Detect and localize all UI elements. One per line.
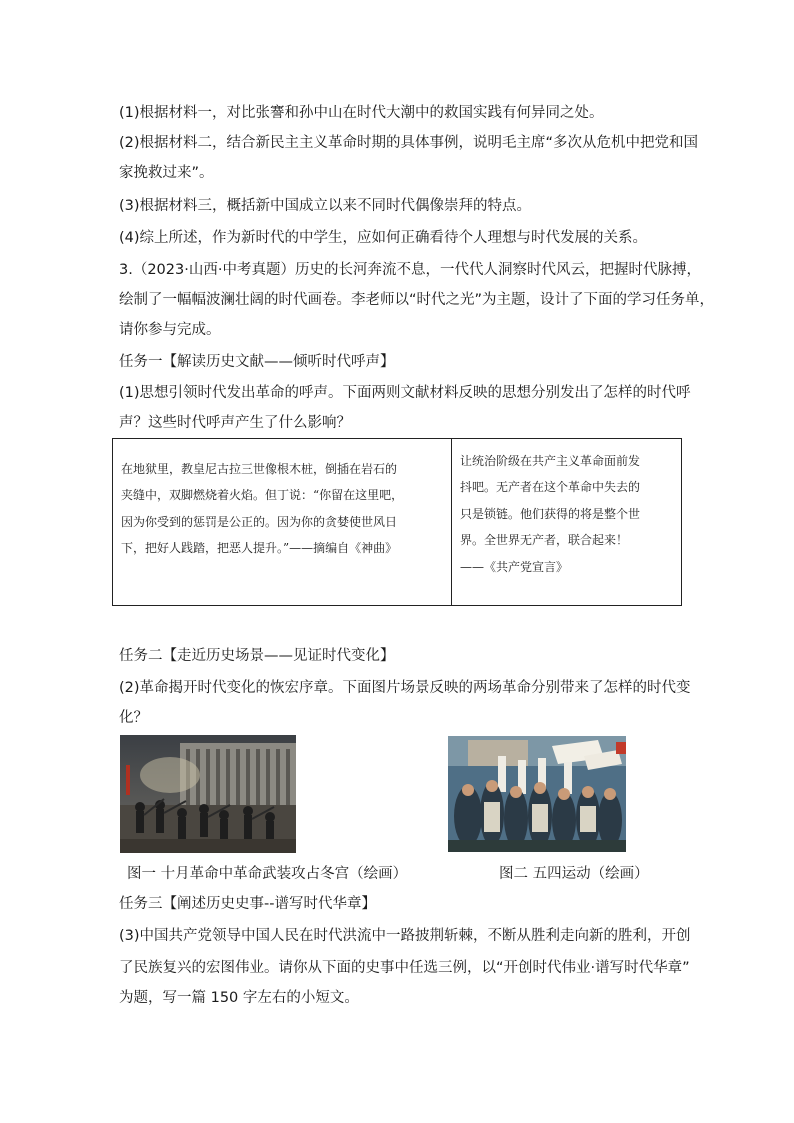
question-2-line-2: 家挽救过来”。 [119,165,214,181]
quote-line: 让统治阶级在共产主义革命面前发 [460,454,641,468]
question-2-line-1: (2)根据材料二，结合新民主主义革命时期的具体事例，说明毛主席“多次从危机中把党和国 [119,135,699,151]
quote-line: 抖吧。无产者在这个革命中失去的 [460,480,641,494]
task-3-question-line-3: 为题，写一篇 150 字左右的小短文。 [119,990,359,1006]
divine-comedy-cell [113,439,452,605]
quote-source: ——《共产党宣言》 [460,560,569,574]
task-1-heading: 任务一【解读历史文献——倾听时代呼声】 [119,354,395,370]
communist-manifesto-cell [452,439,681,605]
task-1-question-line-1: (1)思想引领时代发出革命的呼声。下面两则文献材料反映的思想分别发出了怎样的时代呼 [119,385,691,401]
task-3-question-line-2: 了民族复兴的宏图伟业。请你从下面的史事中任选三例，以“开创时代伟业·谱写时代华章” [119,960,690,976]
figure-2-caption: 图二 五四运动（绘画） [499,866,649,882]
problem-3-line-2: 绘制了一幅幅波澜壮阔的时代画卷。李老师以“时代之光”为主题，设计了下面的学习任务单， [119,292,715,308]
quote-line: 只是锁链。他们获得的将是整个世 [460,507,641,521]
document-table [112,438,682,606]
question-3: (3)根据材料三，概括新中国成立以来不同时代偶像崇拜的特点。 [119,198,532,214]
may-fourth-painting [448,736,626,852]
task-2-question-line-1: (2)革命揭开时代变化的恢宏序章。下面图片场景反映的两场革命分别带来了怎样的时代变 [119,680,691,696]
figure-1-caption: 图一 十月革命中革命武装攻占冬宫（绘画） [127,866,408,882]
problem-3-line-1: 3.（2023·山西·中考真题）历史的长河奔流不息，一代代人洞察时代风云，把握时代脉搏， [119,262,701,278]
task-1-question-line-2: 声？这些时代呼声产生了什么影响？ [119,415,351,431]
quote-line: 在地狱里，教皇尼古拉三世像根木桩，倒插在岩石的 [121,462,398,476]
quote-line: 因为你受到的惩罚是公正的。因为你的贪婪使世风日 [121,515,398,529]
problem-3-line-3: 请你参与完成。 [119,322,221,338]
question-1: (1)根据材料一，对比张謇和孙中山在时代大潮中的救国实践有何异同之处。 [119,105,604,121]
winter-palace-painting [120,735,296,853]
task-3-question-line-1: (3)中国共产党领导中国人民在时代洪流中一路披荆斩棘，不断从胜利走向新的胜利，开创 [119,928,691,944]
quote-line: 下，把好人践踏，把恶人提升。”——摘编自《神曲》 [121,541,398,555]
quote-line: 界。全世界无产者，联合起来！ [460,533,629,547]
question-4: (4)综上所述，作为新时代的中学生，应如何正确看待个人理想与时代发展的关系。 [119,230,648,246]
task-2-heading: 任务二【走近历史场景——见证时代变化】 [119,648,395,664]
quote-line: 夹缝中，双脚燃烧着火焰。但丁说：“你留在这里吧， [121,488,404,502]
task-3-heading: 任务三【阐述历史史事--谱写时代华章】 [119,896,376,912]
task-2-question-line-2: 化？ [119,710,148,726]
